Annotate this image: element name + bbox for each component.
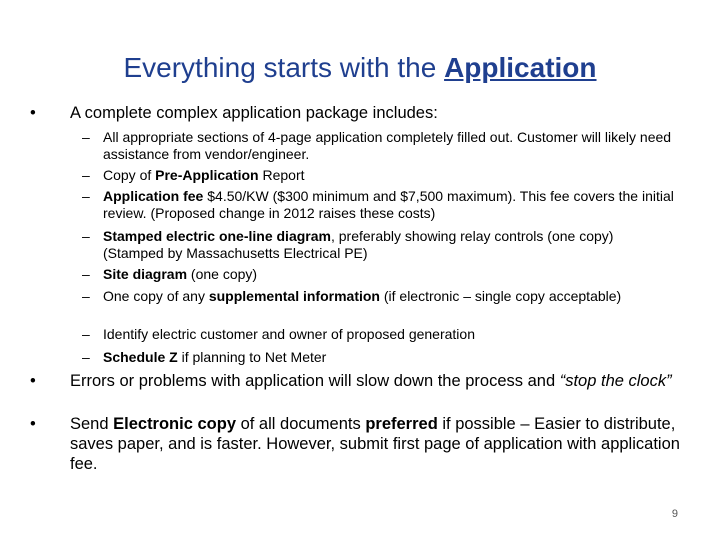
bullet-text-b: Electronic copy [113,415,236,433]
bullet-text: A complete complex application package includes: [70,104,438,122]
bullet-text-b: “stop the clock” [559,372,672,390]
bullet-text [70,371,680,391]
subitem-text [103,266,678,283]
bullet-marker: • [30,372,36,390]
title-prefix: Everything starts with the [123,52,445,83]
subitem-text [103,288,678,305]
dash-marker: – [82,288,90,304]
subitem-text [103,167,678,184]
bullet-text [70,414,680,474]
subitem-text [103,188,678,222]
subitem-text-a: Copy of [103,167,156,183]
bullet-marker: • [30,415,36,433]
subitem-text-b: (one copy) [187,266,258,282]
dash-marker: – [82,188,90,204]
subitem-text-c: Report [258,167,305,183]
subitem-text: Identify electric customer and owner of proposed generation [103,326,475,342]
subitem-text-b: $4.50/KW ($300 minimum and $7,500 maximum). This fee covers the initial review. (Proposed change in 2012 raises these costs) [103,188,674,221]
subitem-text-c: (if electronic – single copy acceptable) [379,288,622,304]
bullet-text-a: Errors or problems with application will slow down the process and [70,372,560,390]
subitem-text-b: , preferably showing relay controls (one copy) (Stamped by Massachusetts Electrical PE) [103,228,614,261]
bullet-text-e: if possible – Easier to distribute, saves paper, and is faster. However, submit first page of application with application fee. [70,415,680,473]
bullet-text-d: preferred [365,415,438,433]
title-emphasis: Application [444,52,597,83]
dash-marker: – [82,349,90,365]
subitem-text-a: Application fee [103,188,204,204]
slide-title [0,52,720,84]
subitem-text-a: Schedule Z [103,349,178,365]
dash-marker: – [82,129,90,145]
bullet-text-a: Send [70,415,114,433]
subitem-text-a: Site diagram [103,266,188,282]
subitem-text-a: Stamped electric one-line diagram [103,228,331,244]
subitem-text-b: supplemental information [208,288,380,304]
subitem-text [103,349,678,366]
subitem-text-a: One copy of any [103,288,209,304]
subitem-text: All appropriate sections of 4-page application completely filled out. Customer will likely need assistance from vendor/engineer. [103,129,672,162]
dash-marker: – [82,326,90,342]
dash-marker: – [82,228,90,244]
page-number: 9 [671,508,678,520]
subitem-text-b: Pre-Application [155,167,259,183]
subitem-text [103,228,678,262]
dash-marker: – [82,167,90,183]
bullet-text-c: of all documents [236,415,366,433]
subitem-text-b: if planning to Net Meter [177,349,327,365]
dash-marker: – [82,266,90,282]
bullet-marker: • [30,104,36,122]
